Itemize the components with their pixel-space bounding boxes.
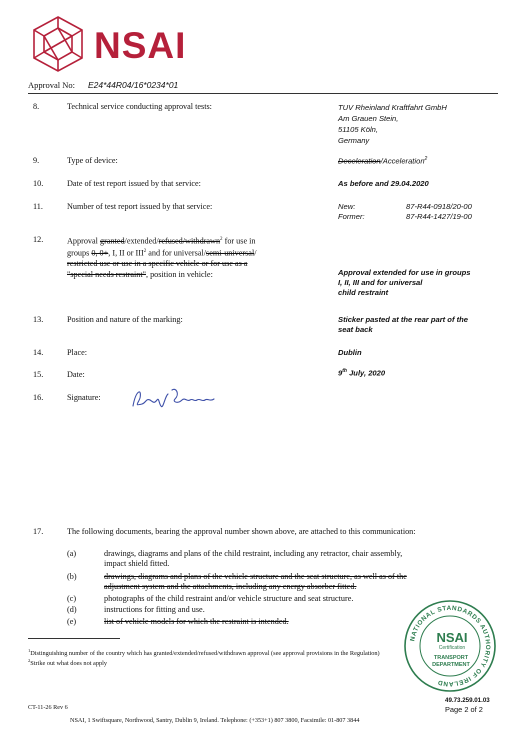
row-8-value [338, 102, 447, 146]
label-text: groups [67, 248, 92, 258]
stamp-center-text: NSAI [436, 630, 468, 645]
row-14-value: Dublin [338, 348, 362, 357]
doc-item-b-letter: (b) [67, 572, 77, 581]
row-8-label: Technical service conducting approval tests: [67, 102, 212, 111]
nsai-transport-stamp [402, 598, 498, 694]
footnote-text: Strike out what does not apply [30, 660, 108, 668]
row-15-value [338, 368, 385, 378]
row-14-number: 14. [33, 348, 44, 357]
label-text: , I, II or III [108, 248, 144, 258]
row-13-value [338, 315, 468, 335]
header-divider [28, 93, 498, 94]
document-reference: 49.73.259.01.03 [445, 697, 490, 704]
row-9-value [338, 156, 427, 166]
stamp-bottom-line-2: DEPARTMENT [432, 662, 470, 668]
doc-item-a-letter: (a) [67, 549, 77, 558]
value-line: Germany [338, 136, 370, 145]
row-13-label: Position and nature of the marking: [67, 315, 183, 324]
doc-item-c-text: photographs of the child restraint and/or vehicle structure and seat structure. [104, 594, 354, 603]
row-13-number: 13. [33, 315, 44, 324]
superscript: th [342, 368, 347, 374]
value-line: TUV Rheinland Kraftfahrt GmbH [338, 103, 447, 112]
footnote-text: Distinguishing number of the country which has granted/extended/refused/withdrawn approval (see approval provisions in the Regulation) [30, 650, 380, 658]
approval-number: E24*44R04/16*0234*01 [88, 80, 179, 90]
row-10-number: 10. [33, 179, 44, 188]
stamp-bottom-line-1: TRANSPORT [433, 655, 469, 661]
value-line: 51105 Köln, [338, 125, 378, 134]
report-former-value: 87-R44-1427/19-00 [406, 212, 472, 221]
row-14-label: Place: [67, 348, 88, 357]
struck-text: refused/withdrawn [158, 236, 221, 246]
row-10-label: Date of test report issued by that service: [67, 179, 201, 188]
footnote-1 [28, 648, 380, 657]
row-15-number: 15. [33, 370, 44, 379]
item-17-text: The following documents, bearing the approval number shown above, are attached to this communication: [67, 527, 416, 536]
row-10-value: As before and 29.04.2020 [338, 179, 429, 188]
value-line: child restraint [338, 288, 389, 297]
logo-polyhedron-icon [28, 14, 88, 74]
doc-item-b-text [104, 572, 496, 592]
form-code: CT-11-26 Rev 6 [28, 704, 68, 711]
nsai-logo [28, 14, 203, 74]
footnote-mark: 2 [220, 237, 223, 242]
value-text: 9 [338, 368, 343, 378]
doc-item-c-letter: (c) [67, 594, 77, 603]
page-number: Page 2 of 2 [445, 705, 483, 714]
handwritten-signature [128, 384, 228, 414]
struck-text: semi-universal [206, 248, 255, 258]
struck-text: restricted use or use in a specific vehicle or for use as a [67, 259, 248, 269]
label-text: , position in vehicle: [145, 269, 213, 279]
doc-item-a-text [104, 549, 494, 569]
value-text: July, 2020 [346, 368, 386, 378]
row-12-value [338, 268, 471, 298]
doc-item-line: impact shield fitted. [104, 559, 170, 568]
label-text: for use in [222, 236, 256, 246]
label-text: Approval [67, 236, 100, 246]
item-17-number: 17. [33, 527, 44, 536]
doc-item-line: drawings, diagrams and plans of the vehicle structure and the seat structure, as well as of the [104, 572, 407, 581]
value-text: /Acceleration [380, 156, 425, 166]
value-line: Sticker pasted at the rear part of the [338, 315, 468, 324]
row-12-label [67, 235, 317, 280]
footnote-mark: 2 [143, 249, 147, 255]
report-former-key: Former: [338, 212, 365, 221]
stamp-ring-text: NATIONAL STANDARDS AUTHORITY OF IRELAND [409, 604, 492, 688]
row-12-number: 12. [33, 235, 44, 244]
footnote-mark: 1 [28, 648, 31, 653]
approval-label: Approval No: [28, 80, 75, 90]
value-line: Am Grauen Stein, [338, 114, 399, 123]
footnote-mark: 2 [424, 156, 428, 162]
stamp-center-sub: Certification [438, 645, 466, 651]
label-text: and for universal/ [146, 248, 207, 258]
struck-text: 0, 0+ [91, 248, 109, 258]
struck-text: "special needs restraint" [67, 269, 146, 279]
value-line: Approval extended for use in groups [338, 268, 471, 277]
row-11-number: 11. [33, 202, 43, 211]
row-15-label: Date: [67, 370, 85, 379]
report-new-key: New: [338, 202, 356, 211]
footer-address: NSAI, 1 Swiftsquare, Northwood, Santry, Dublin 9, Ireland. Telephone: (+353+1) 807 3800, Facsimile: 01-807 3844 [70, 717, 360, 724]
row-16-number: 16. [33, 393, 44, 402]
doc-item-d-text: instructions for fitting and use. [104, 605, 205, 614]
struck-text: granted [99, 236, 125, 246]
row-16-label: Signature: [67, 393, 101, 402]
row-11-label: Number of test report issued by that service: [67, 202, 213, 211]
doc-item-line: drawings, diagrams and plans of the child restraint, including any retractor, chair assembly, [104, 549, 403, 558]
label-text: /extended/ [124, 236, 159, 246]
footnote-2 [28, 658, 107, 667]
row-8-number: 8. [33, 102, 40, 111]
row-9-number: 9. [33, 156, 40, 165]
doc-item-d-letter: (d) [67, 605, 77, 614]
struck-text: Deceleration [338, 156, 381, 166]
doc-item-e-letter: (e) [67, 617, 77, 626]
row-9-label: Type of device: [67, 156, 118, 165]
value-line: seat back [338, 325, 373, 334]
logo-text: NSAI [94, 25, 187, 66]
label-text: / [254, 248, 257, 258]
value-line: I, II, III and for universal [338, 278, 423, 287]
report-new-value: 87-R44-0918/20-00 [406, 202, 472, 211]
footnote-mark: 2 [28, 658, 31, 663]
footnote-divider [28, 638, 120, 639]
doc-item-line: adjustment system and the attachments, including any energy absorber fitted. [104, 582, 357, 591]
doc-item-e-text: list of vehicle models for which the restraint is intended. [104, 617, 289, 626]
